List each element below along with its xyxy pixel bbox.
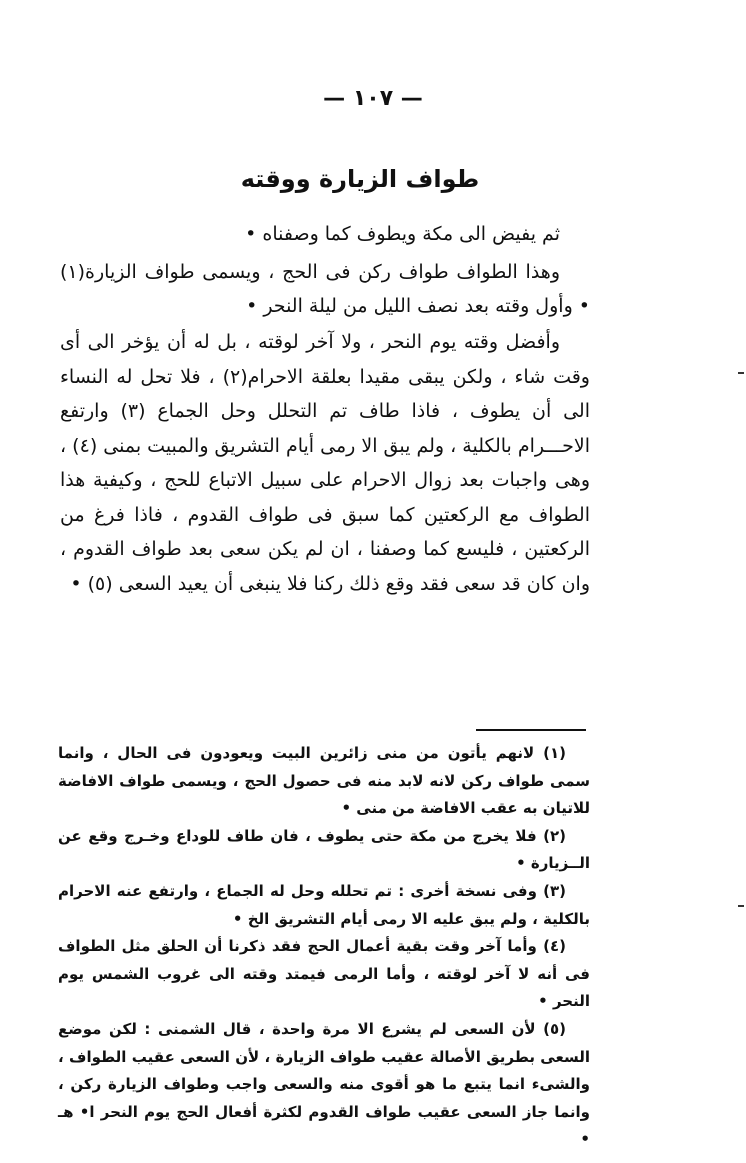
footnote-3: (٣) وفى نسخة أخرى : تم تحلله وحل له الجماع ، وارتفع عنه الاحرام بالكلية ، ولم يبق عليه الا رمى أيام التشريق الخ • — [58, 881, 590, 928]
footnote-5: (٥) لأن السعى لم يشرع الا مرة واحدة ، قال الشمنى : لكن موضع السعى بطريق الأصالة عقيب طواف الزيارة ، لأن السعى عقيب الطواف ، والشىء انما يتبع ما هو أقوى منه والسعى واجب وطواف الزيارة ركن ، وانما جاز السعى عقيب طواف القدوم لكثرة أفعال الحج يوم النحر ا• هـ • — [58, 1019, 590, 1149]
footnote-divider — [476, 729, 586, 731]
footnotes — [58, 740, 590, 1154]
footnote-4: (٤) وأما آخر وقت بقية أعمال الحج فقد ذكرنا أن الحلق مثل الطواف فى أنه لا آخر لوقته ، وأما الرمى فيمتد وقته الى غروب الشمس يوم النحر • — [58, 937, 590, 1011]
footnote-2: (٢) فلا يخرج من مكة حتى يطوف ، فان طاف للوداع وخـرج وقع عن الــزيارة • — [58, 826, 590, 873]
page-number: — ١٠٧ — — [323, 86, 423, 111]
margin-mark — [738, 372, 744, 374]
footnote-1: (١) لانهم يأتون من منى زائرين البيت ويعودون فى الحال ، وانما سمى طواف ركن لانه لابد منه فى حصول الحج ، ويسمى طواف الافاضة للاتيان به عقب الافاضة من منى • — [58, 744, 590, 818]
body-paragraph-1 — [60, 216, 590, 252]
margin-mark — [738, 905, 744, 907]
body-paragraph-2 — [60, 255, 590, 323]
body-paragraph-3 — [60, 325, 590, 601]
paragraph-text: وأفضل وقته يوم النحر ، ولا آخر لوقته ، بل له أن يؤخر الى أى وقت شاء ، ولكن يبقى مقيدا بعلقة الاحرام(٢) ، فلا تحل له النساء الى أن يطوف ، فاذا طاف تم التحلل وحل الجماع (٣) وارتفع الاحـــرام بالكلية ، ولم يبق الا رمى أيام التشريق والمبيت بمنى (٤) ، وهى واجبات بعد زوال الاحرام على سبيل الاتباع للحج ، وكيفية هذا الطواف مع الركعتين كما سبق فى طواف القدوم ، فاذا فرغ من الركعتين ، فليسع كما وصفنا ، ان لم يكن سعى بعد طواف القدوم ، وان كان قد سعى فقد وقع ذلك ركنا فلا ينبغى أن يعيد السعى (٥) • — [60, 331, 590, 595]
paragraph-text: وهذا الطواف طواف ركن فى الحج ، ويسمى طواف الزيارة(١) • وأول وقته بعد نصف الليل من ليلة النحر • — [60, 261, 590, 317]
paragraph-text: ثم يفيض الى مكة ويطوف كما وصفناه • — [245, 223, 560, 245]
section-title: طواف الزيارة ووقته — [240, 165, 480, 193]
